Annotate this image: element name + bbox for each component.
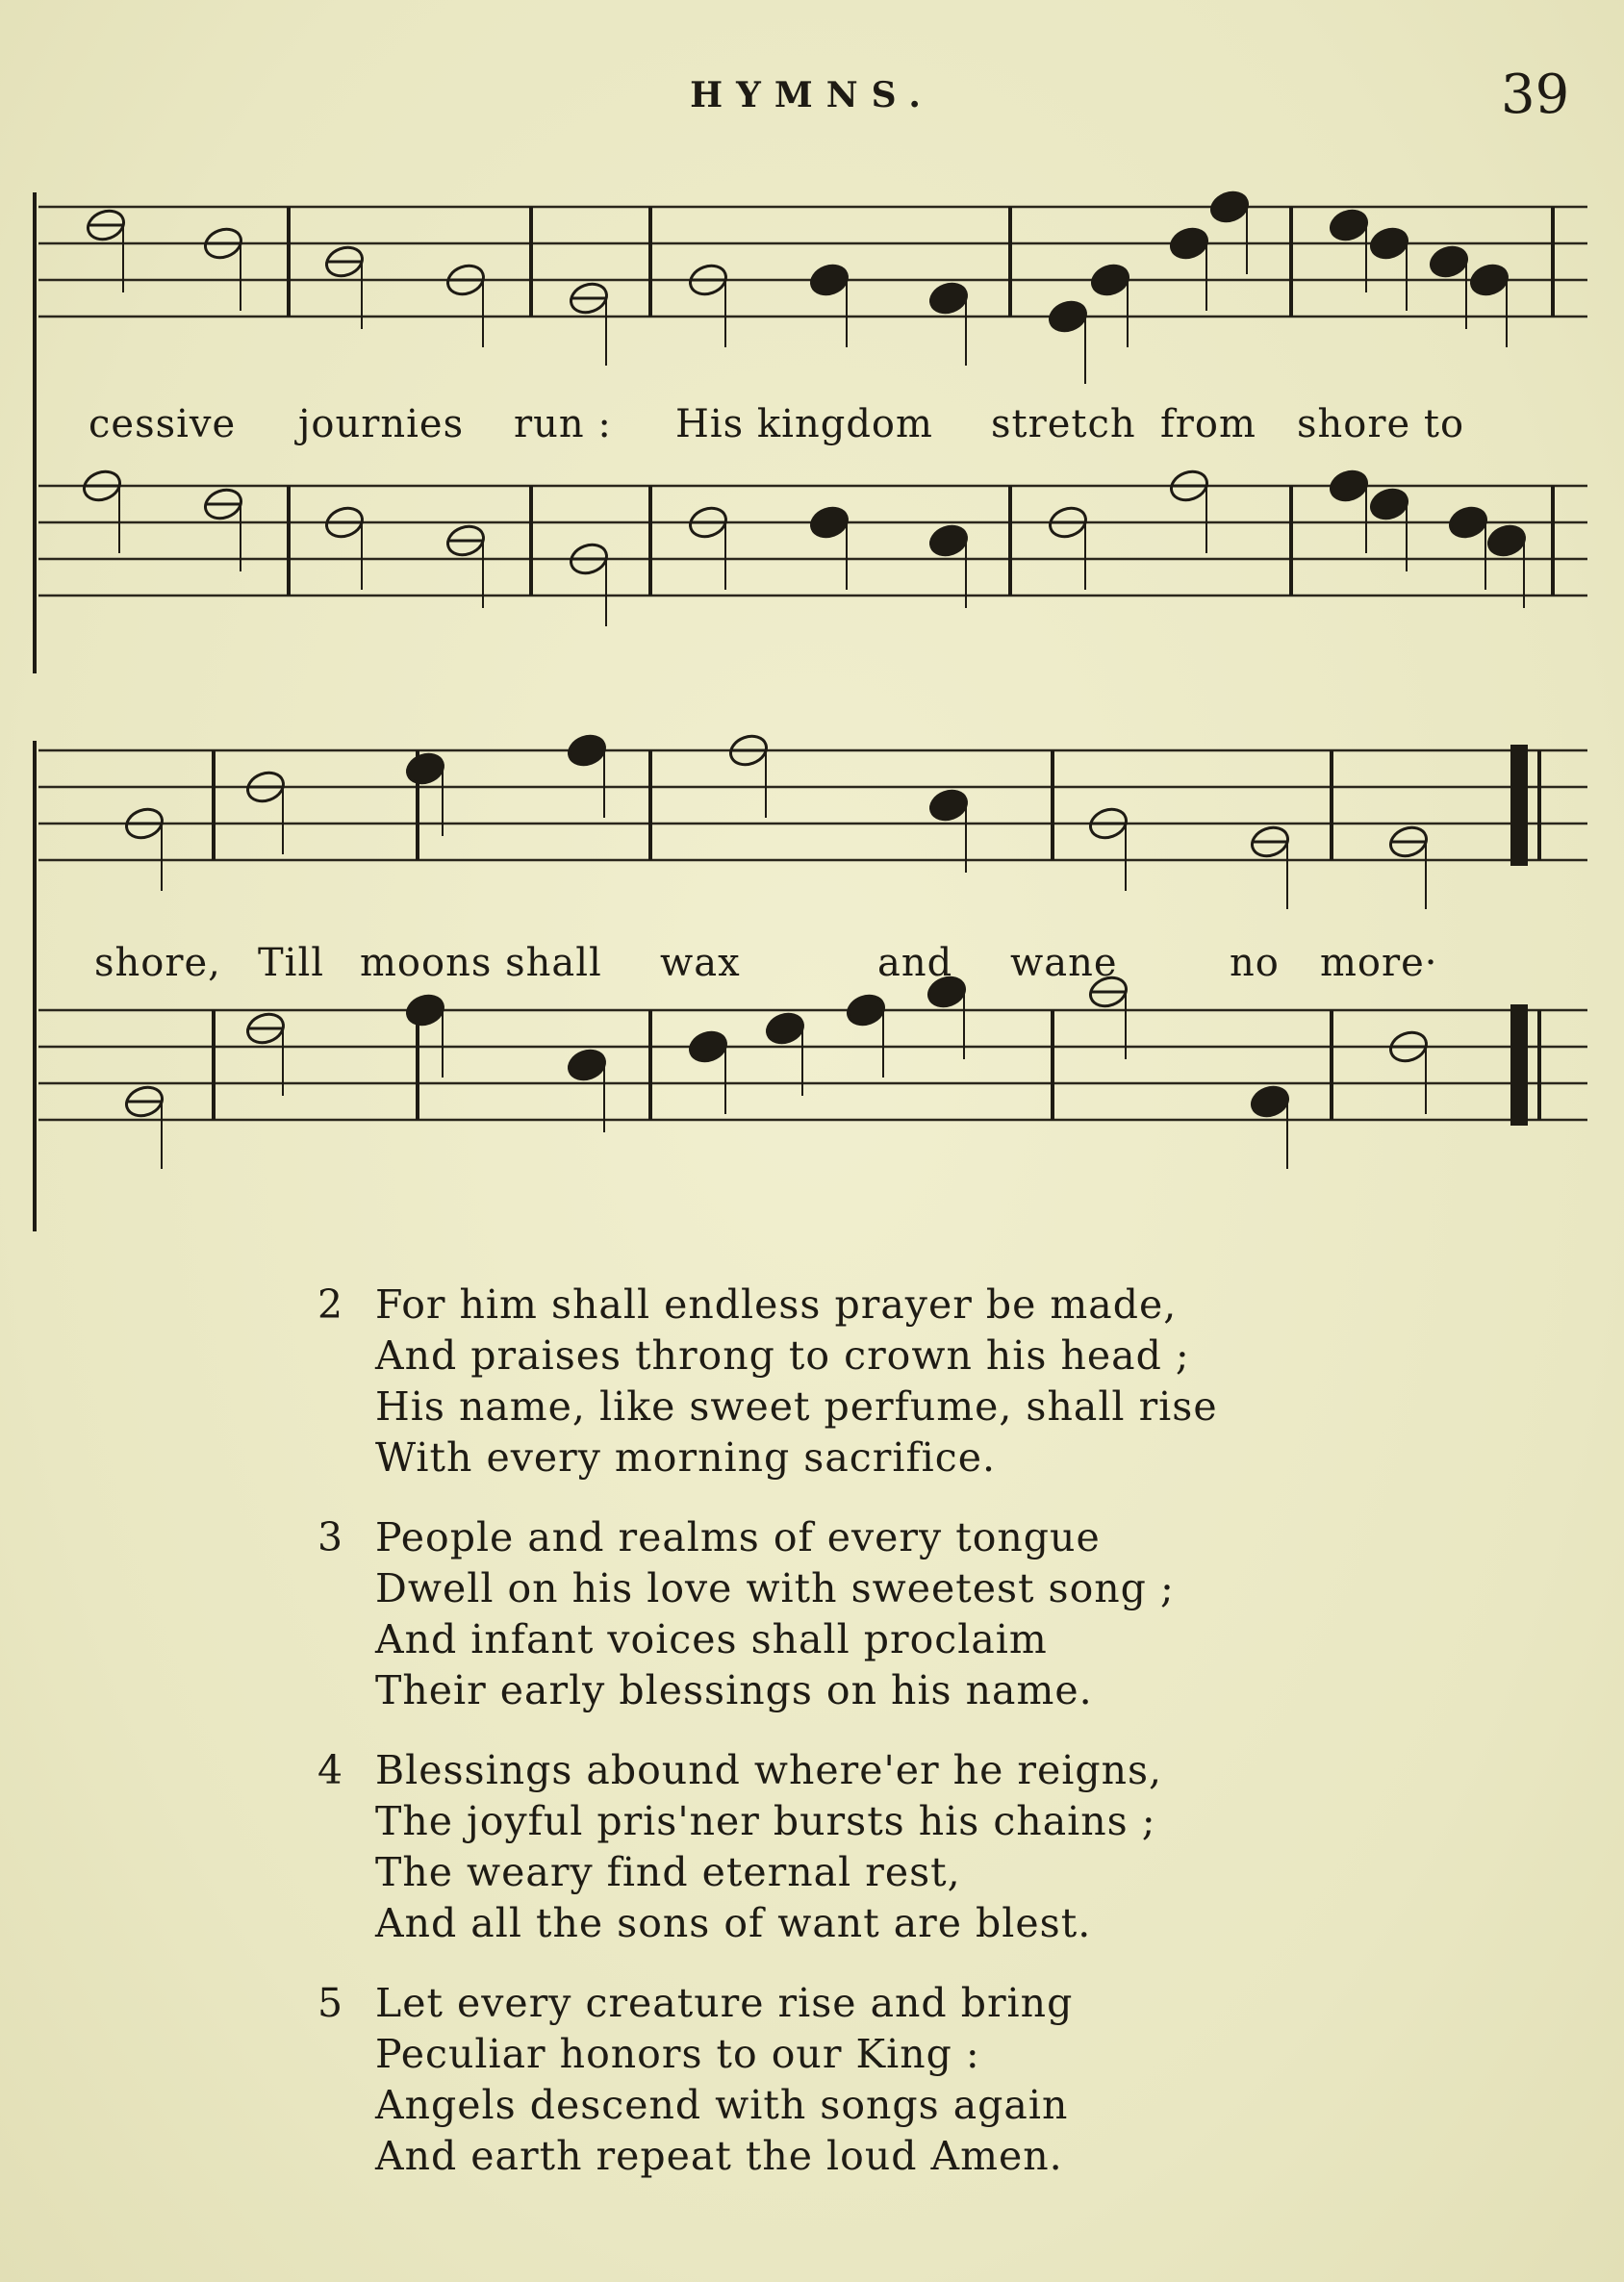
verse-number: 2 [317, 1281, 344, 1328]
note-head [1167, 224, 1210, 262]
verse [317, 1745, 1376, 1949]
note-head [844, 991, 887, 1028]
lyric-word: cessive [89, 402, 237, 446]
lyric-word: stretch [991, 402, 1136, 446]
verse-number: 3 [317, 1514, 344, 1560]
note-head [1467, 261, 1510, 298]
verse-line: Let every creature rise and bring [375, 1980, 1074, 2026]
note-head [1088, 261, 1131, 298]
note-head [565, 1046, 608, 1083]
note-head [1367, 224, 1410, 262]
verse-line: Blessings abound where'er he reigns, [375, 1747, 1163, 1793]
lyric-word: run : [514, 402, 612, 446]
final-bar [1512, 1006, 1526, 1124]
verse-line: And all the sons of want are blest. [375, 1900, 1092, 1946]
lyric-word: wane [1010, 941, 1118, 985]
page-number: 39 [1501, 63, 1570, 126]
note-head [1446, 503, 1489, 541]
lyric-word: from [1160, 402, 1256, 446]
verse-line: The weary find eternal rest, [375, 1849, 961, 1895]
system2-lyrics [0, 941, 1624, 989]
verse-line: The joyful pris'ner bursts his chains ; [375, 1798, 1156, 1844]
note-head [926, 786, 970, 824]
lyric-word: more· [1320, 941, 1438, 985]
note-head [807, 503, 850, 541]
verse [317, 1280, 1376, 1483]
note-head [1207, 188, 1251, 225]
lyric-word: Till [258, 941, 325, 985]
note-head [1427, 242, 1470, 280]
note-head [1046, 297, 1089, 335]
lyric-word: journies [298, 402, 465, 446]
verse [317, 1512, 1376, 1716]
lyric-word: shore to [1297, 402, 1465, 446]
verse-line: Angels descend with songs again [375, 2082, 1069, 2128]
system1-lyrics [0, 402, 1624, 450]
verse-line: And earth repeat the loud Amen. [375, 2133, 1063, 2179]
note-head [403, 749, 446, 787]
verse-line: For him shall endless prayer be made, [375, 1281, 1178, 1328]
note-head [686, 1027, 729, 1065]
lyric-word: and [877, 941, 953, 985]
verse [317, 1978, 1376, 2182]
note-head [1248, 1082, 1291, 1120]
note-head [807, 261, 850, 298]
lyric-word: His kingdom [675, 402, 933, 446]
lyric-word: wax [660, 941, 741, 985]
hymn-verses [317, 1280, 1376, 2211]
lyric-word: moons shall [360, 941, 602, 985]
lyric-word: shore, [94, 941, 221, 985]
verse-line: Their early blessings on his name. [375, 1667, 1093, 1713]
verse-line: Dwell on his love with sweetest song ; [375, 1565, 1175, 1611]
note-head [1327, 467, 1370, 504]
note-head [565, 731, 608, 769]
verse-line: Peculiar honors to our King : [375, 2031, 980, 2077]
verse-number: 4 [317, 1747, 344, 1793]
note-head [926, 279, 970, 317]
verse-line: And praises throng to crown his head ; [375, 1332, 1190, 1379]
lyric-word: no [1230, 941, 1280, 985]
final-bar [1512, 747, 1526, 864]
note-head [1327, 206, 1370, 243]
note-head [926, 521, 970, 559]
note-head [1367, 485, 1410, 522]
verse-number: 5 [317, 1980, 344, 2026]
note-head [1484, 521, 1528, 559]
verse-line: With every morning sacrifice. [375, 1434, 997, 1481]
verse-line: And infant voices shall proclaim [375, 1616, 1048, 1662]
running-title: HYMNS. [690, 75, 934, 115]
verse-line: His name, like sweet perfume, shall rise [375, 1383, 1218, 1430]
verse-line: People and realms of every tongue [375, 1514, 1101, 1560]
note-head [403, 991, 446, 1028]
note-head [763, 1009, 806, 1047]
